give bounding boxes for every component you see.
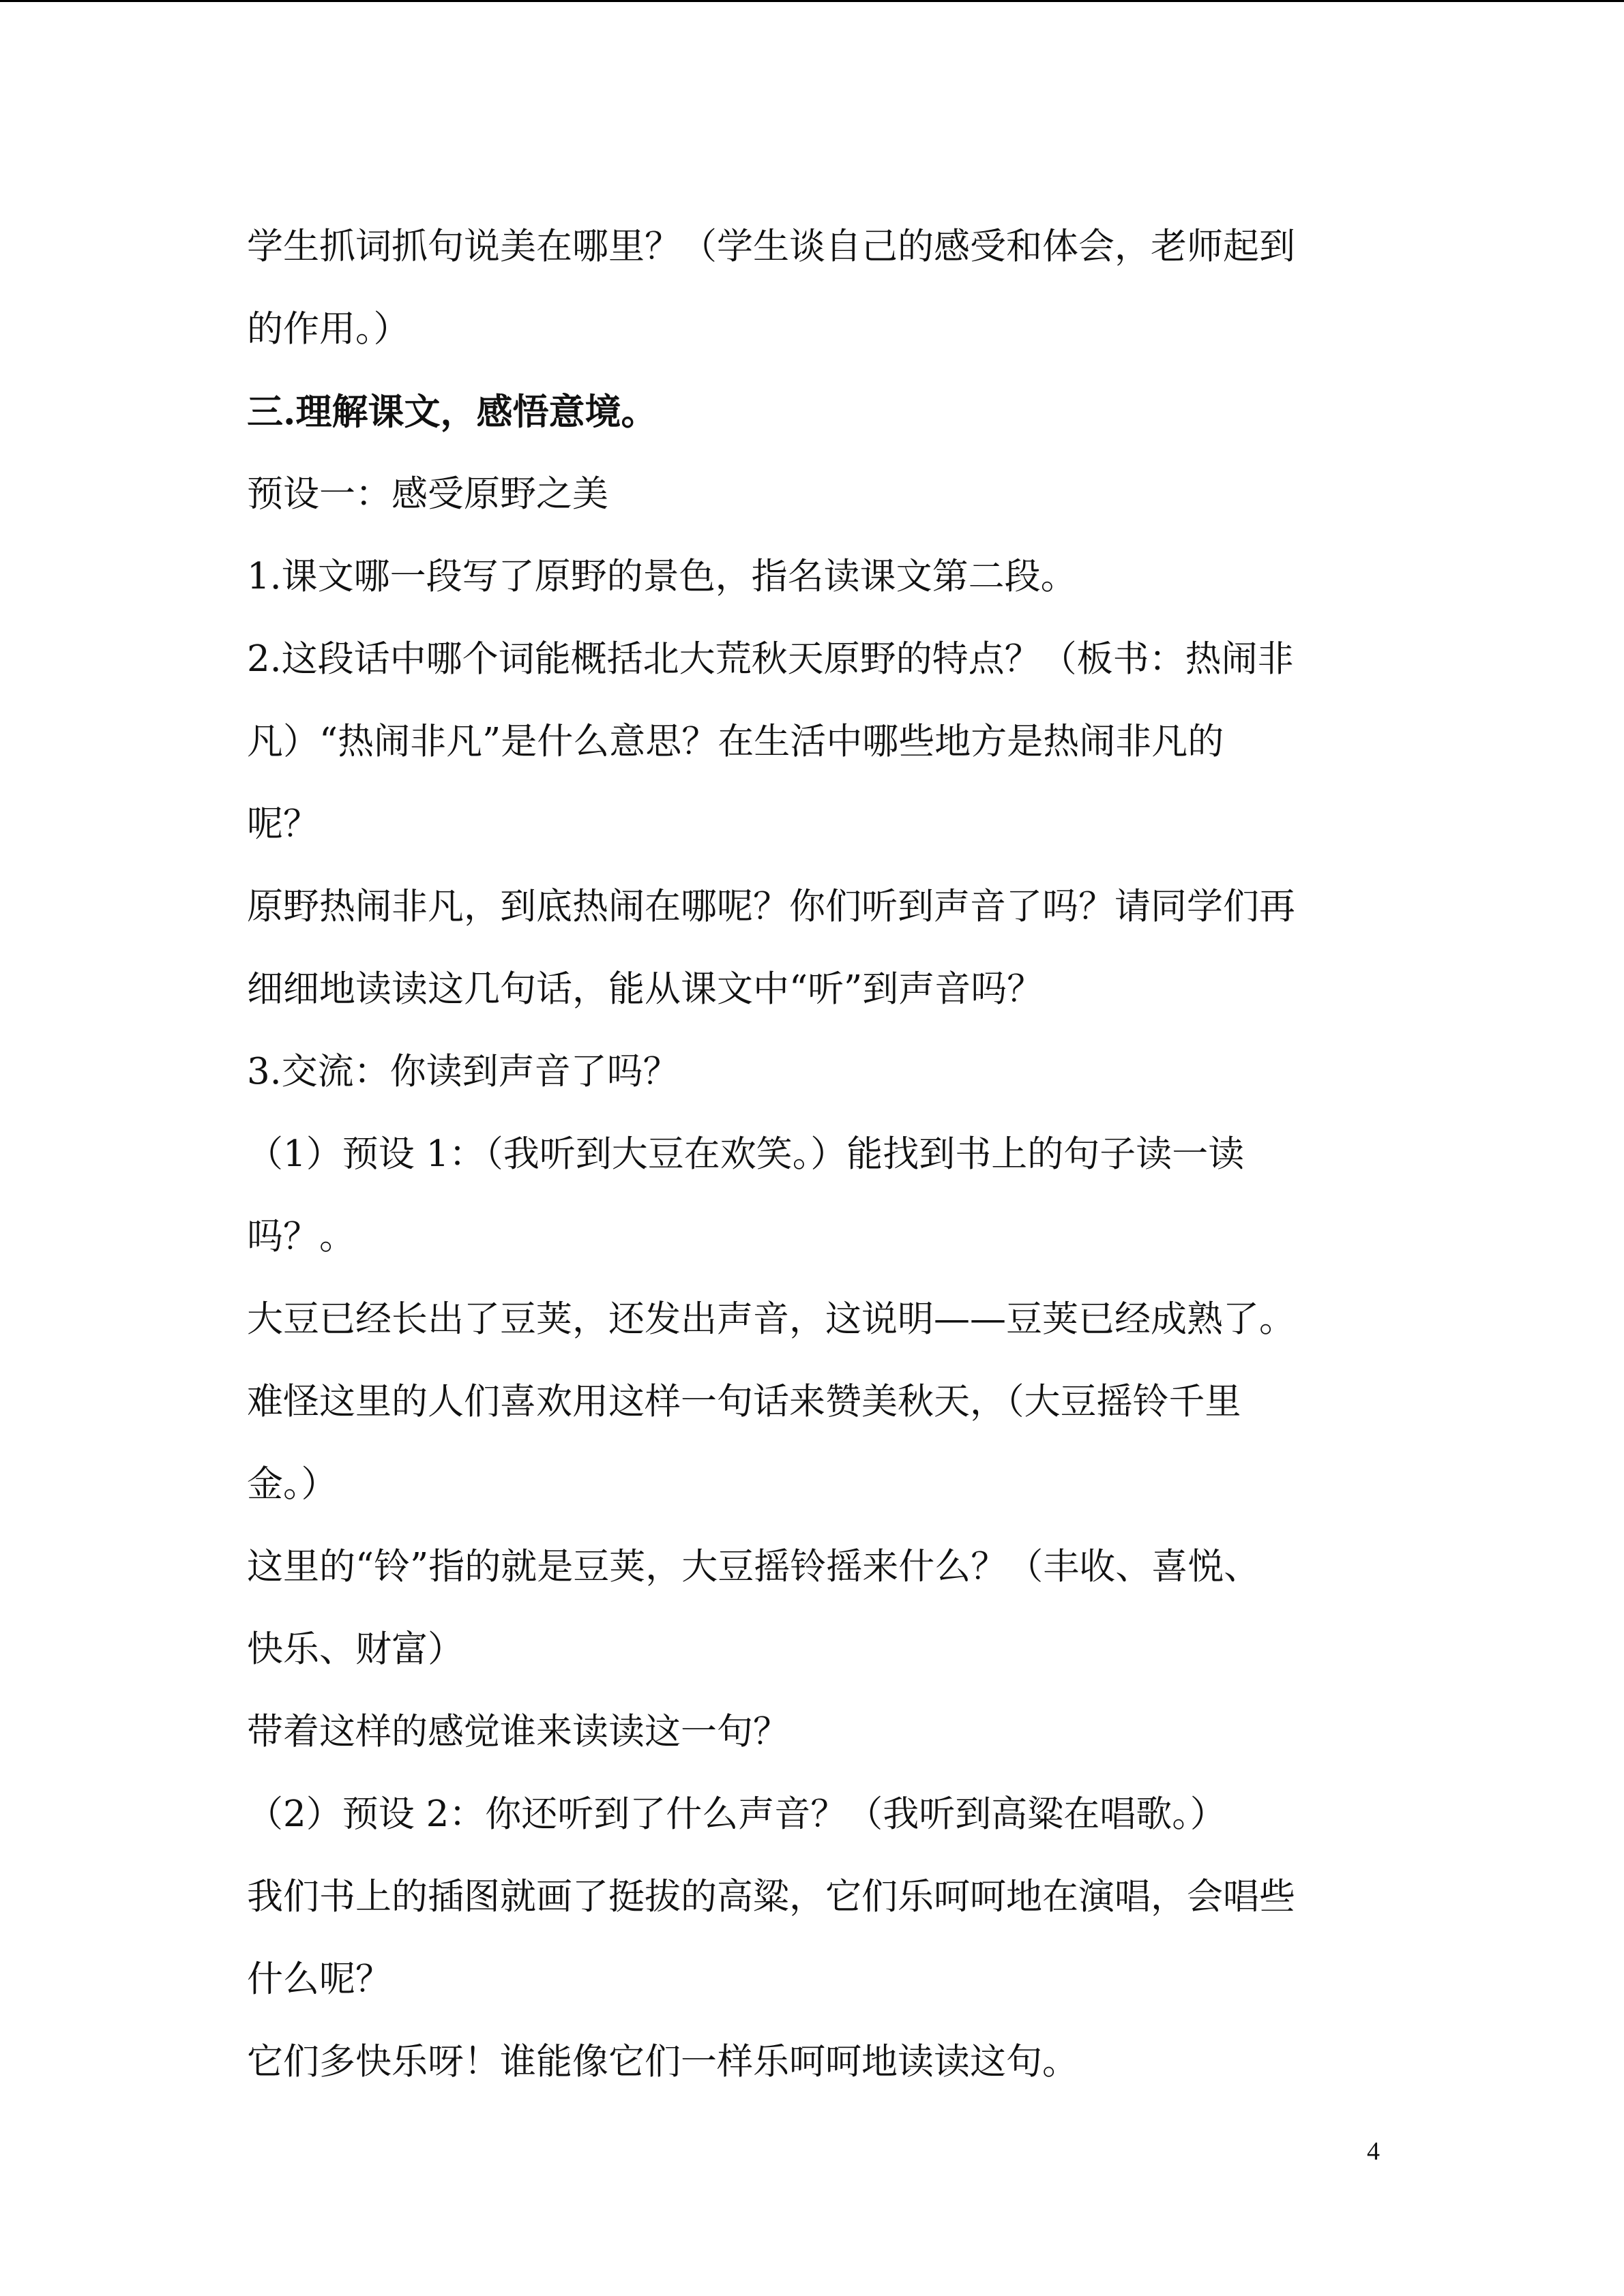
section-heading: 三.理解课文，感悟意境。 <box>247 391 658 433</box>
paragraph-line: 呢？ <box>247 803 319 845</box>
paragraph-line: 1.课文哪一段写了原野的景色，指名读课文第二段。 <box>247 556 1077 597</box>
paragraph-line: 的作用。） <box>247 308 410 350</box>
paragraph-line: 我们书上的插图就画了挺拔的高粱，它们乐呵呵地在演唱，会唱些 <box>247 1876 1295 1918</box>
paragraph-line: 预设一：感受原野之美 <box>247 473 608 515</box>
paragraph-line: 大豆已经长出了豆荚，还发出声音，这说明——豆荚已经成熟了。 <box>247 1298 1295 1340</box>
paragraph-line: 吗？。 <box>247 1216 355 1257</box>
paragraph-line: 这里的“铃”指的就是豆荚，大豆摇铃摇来什么？（丰收、喜悦、 <box>247 1546 1260 1587</box>
page-number: 4 <box>1367 2137 1380 2166</box>
paragraph-line: 金。） <box>247 1463 338 1505</box>
document-body <box>247 217 1365 2115</box>
paragraph-line: 学生抓词抓句说美在哪里？（学生谈自己的感受和体会，老师起到 <box>247 226 1295 267</box>
paragraph-line: 2.这段话中哪个词能概括北大荒秋天原野的特点？（板书：热闹非 <box>247 638 1294 680</box>
paragraph-line: （1）预设 1：（我听到大豆在欢笑。）能找到书上的句子读一读 <box>247 1133 1245 1175</box>
paragraph-line: 凡）“热闹非凡”是什么意思？在生活中哪些地方是热闹非凡的 <box>247 721 1224 762</box>
paragraph-line: 带着这样的感觉谁来读读这一句？ <box>247 1711 789 1753</box>
paragraph-line: （2）预设 2：你还听到了什么声音？（我听到高粱在唱歌。） <box>247 1793 1226 1835</box>
paragraph-line: 什么呢？ <box>247 1958 392 2000</box>
paragraph-line: 难怪这里的人们喜欢用这样一句话来赞美秋天，（大豆摇铃千里 <box>247 1381 1241 1422</box>
paragraph-line: 细细地读读这几句话，能从课文中“听”到声音吗？ <box>247 968 1044 1010</box>
paragraph-line: 它们多快乐呀！谁能像它们一样乐呵呵地读读这句。 <box>247 2041 1078 2083</box>
top-border-line <box>0 0 1624 2</box>
paragraph-line: 快乐、财富） <box>247 1628 464 1670</box>
paragraph-line: 原野热闹非凡，到底热闹在哪呢？你们听到声音了吗？请同学们再 <box>247 886 1295 927</box>
paragraph-line: 3.交流：你读到声音了吗？ <box>247 1051 679 1092</box>
